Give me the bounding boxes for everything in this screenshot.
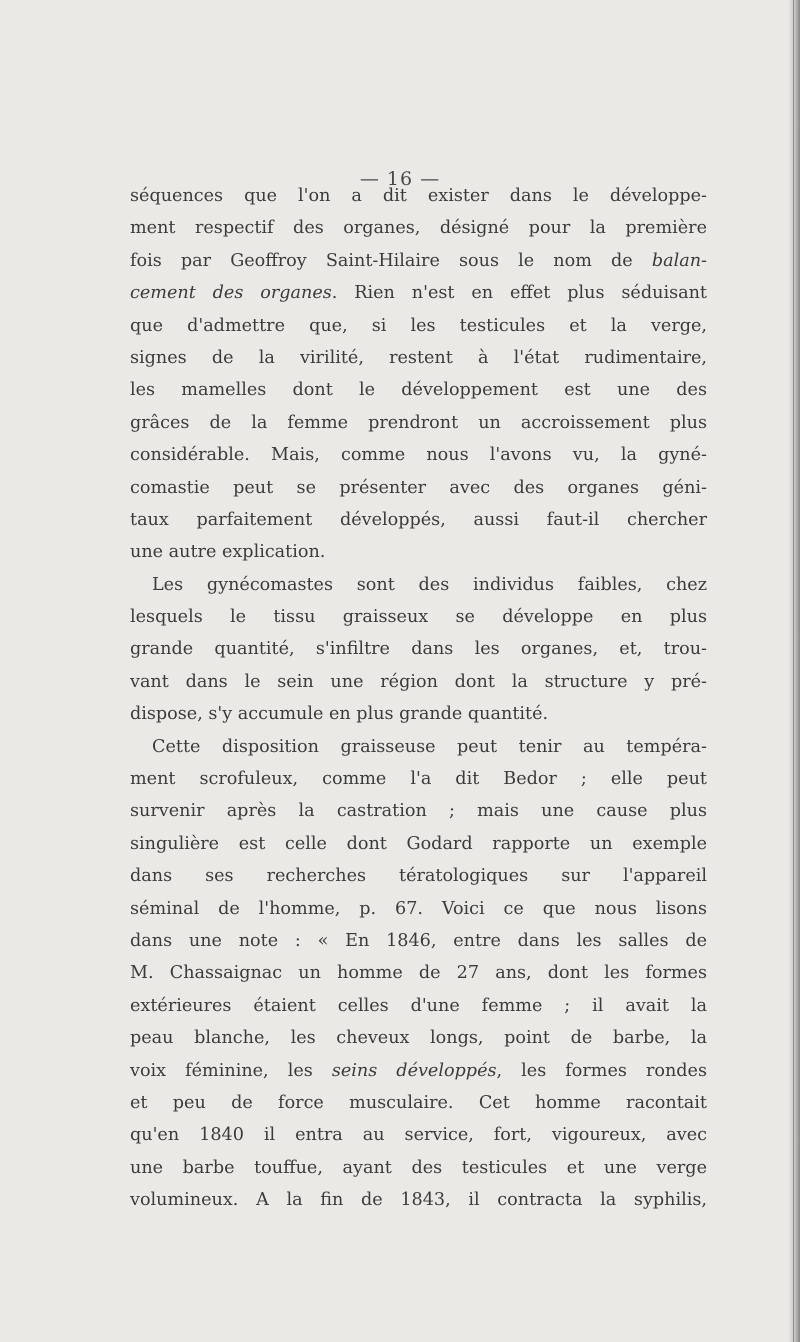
- text-line: [130, 795, 707, 827]
- text-run: Les gynécomastes sont des individus faibles, chez: [152, 574, 707, 595]
- text-run: volumineux. A la fin de 1843, il contracta la syphilis,: [130, 1190, 707, 1211]
- text-line: [130, 1055, 707, 1087]
- text-line: [130, 342, 707, 374]
- text-run: lesquels le tissu graisseux se développe en plus: [130, 607, 707, 628]
- text-line: [130, 828, 707, 860]
- text-line: [130, 698, 707, 730]
- text-run: dispose, s'y accumule en plus grande quantité.: [130, 704, 549, 725]
- body-text: [130, 180, 707, 1217]
- text-line: [130, 1184, 707, 1216]
- text-run: . Rien n'est en effet plus séduisant: [331, 283, 707, 304]
- text-run: taux parfaitement développés, aussi faut-il chercher: [130, 509, 707, 530]
- text-line: [130, 925, 707, 957]
- text-line: [130, 601, 707, 633]
- text-run: et peu de force musculaire. Cet homme racontait: [130, 1092, 707, 1113]
- text-run: , les formes rondes: [496, 1060, 707, 1081]
- text-run: les mamelles dont le développement est une des: [130, 380, 707, 401]
- text-line: [130, 212, 707, 244]
- text-run: M. Chassaignac un homme de 27 ans, dont les formes: [130, 963, 707, 984]
- text-run: séminal de l'homme, p. 67. Voici ce que nous lisons: [130, 898, 707, 919]
- text-run: dans ses recherches tératologiques sur l'appareil: [130, 866, 707, 887]
- italic-text: balan-: [651, 250, 707, 271]
- page-edge-shadow: [788, 0, 800, 1342]
- text-run: dans une note : « En 1846, entre dans les salles de: [130, 930, 707, 951]
- text-run: signes de la virilité, restent à l'état rudimentaire,: [130, 347, 707, 368]
- text-line: [130, 245, 707, 277]
- text-run: Cette disposition graisseuse peut tenir au tempéra-: [152, 736, 707, 757]
- text-line: [130, 407, 707, 439]
- text-run: une barbe touffue, ayant des testicules et une verge: [130, 1157, 707, 1178]
- text-run: fois par Geoffroy Saint-Hilaire sous le nom de: [130, 250, 652, 271]
- text-run: une autre explication.: [130, 542, 326, 563]
- text-line: [130, 536, 707, 568]
- text-run: ment respectif des organes, désigné pour la première: [130, 218, 707, 239]
- page-number: — 16 —: [359, 168, 441, 190]
- text-run: que d'admettre que, si les testicules et la verge,: [130, 315, 707, 336]
- text-run: vant dans le sein une région dont la structure y pré-: [130, 671, 707, 692]
- text-line: [130, 1022, 707, 1054]
- text-line: [130, 763, 707, 795]
- text-line: [130, 1119, 707, 1151]
- text-run: peau blanche, les cheveux longs, point de barbe, la: [130, 1028, 707, 1049]
- text-run: survenir après la castration ; mais une cause plus: [130, 801, 707, 822]
- text-line: [130, 569, 707, 601]
- text-run: voix féminine, les: [130, 1060, 332, 1081]
- text-run: grâces de la femme prendront un accroissement plus: [130, 412, 707, 433]
- text-line: [130, 277, 707, 309]
- text-run: ment scrofuleux, comme l'a dit Bedor ; elle peut: [130, 769, 707, 790]
- text-line: [130, 1087, 707, 1119]
- text-line: [130, 666, 707, 698]
- text-line: [130, 990, 707, 1022]
- text-line: [130, 957, 707, 989]
- text-run: singulière est celle dont Godard rapporte un exemple: [130, 833, 707, 854]
- text-line: [130, 439, 707, 471]
- text-line: [130, 180, 707, 212]
- text-run: qu'en 1840 il entra au service, fort, vigoureux, avec: [130, 1125, 707, 1146]
- text-line: [130, 633, 707, 665]
- text-line: [130, 731, 707, 763]
- text-run: comastie peut se présenter avec des organes géni-: [130, 477, 707, 498]
- text-line: [130, 893, 707, 925]
- text-line: [130, 1152, 707, 1184]
- text-run: grande quantité, s'infiltre dans les organes, et, trou-: [130, 639, 707, 660]
- text-run: séquences que l'on a dit exister dans le développe-: [130, 186, 707, 206]
- text-run: considérable. Mais, comme nous l'avons vu, la gyné-: [130, 445, 707, 466]
- italic-text: seins développés: [331, 1060, 497, 1081]
- italic-text: cement des organes: [130, 283, 332, 304]
- text-line: [130, 472, 707, 504]
- text-line: [130, 374, 707, 406]
- text-line: [130, 860, 707, 892]
- text-run: extérieures étaient celles d'une femme ; il avait la: [130, 995, 707, 1016]
- text-line: [130, 504, 707, 536]
- text-line: [130, 310, 707, 342]
